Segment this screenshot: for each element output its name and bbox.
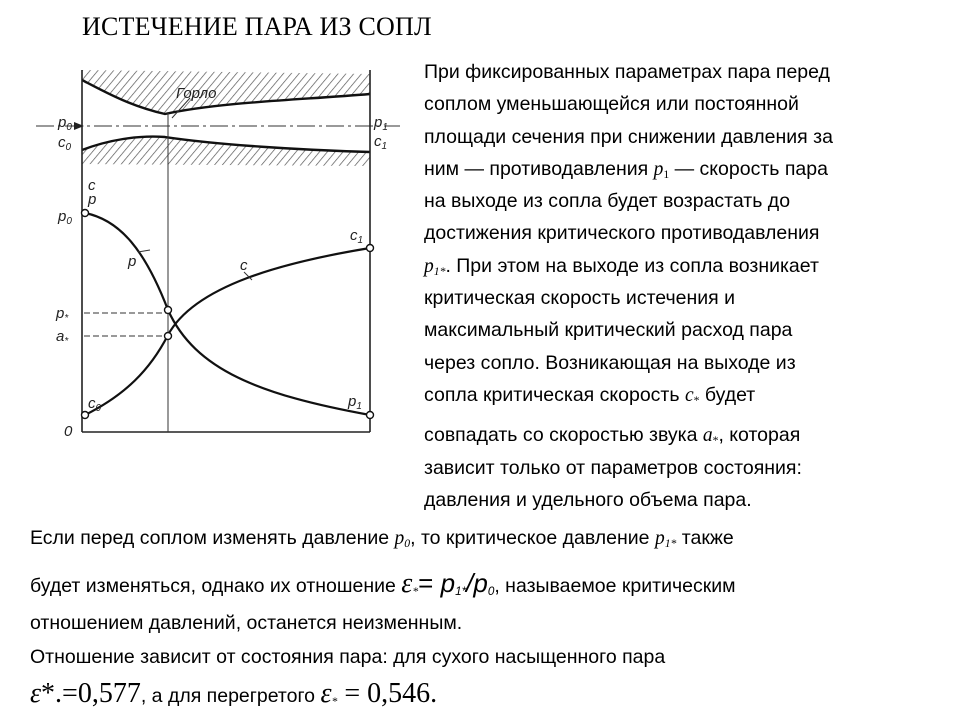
text-line: ε*.=0,577, а для перегретого $\varepsilon_* = 0,546$.	[30, 678, 438, 709]
text-line: отношением давлений, останется неизменным.	[30, 612, 463, 634]
text-line: на выходе из сопла будет возрастать до	[424, 190, 791, 213]
pressure-curve	[85, 213, 370, 415]
zero-label: 0	[64, 423, 73, 440]
critical-point-a	[165, 333, 172, 340]
gorlo-label: Горло	[176, 85, 217, 102]
p0-point	[82, 210, 89, 217]
p-axis-label: p	[88, 191, 97, 208]
text-line: сопла критическая скорость $c_*$ будет	[424, 383, 756, 407]
text-line: При фиксированных параметрах пара перед	[424, 61, 830, 83]
text-line: максимальный критический расход пара	[424, 319, 793, 342]
nozzle-upper-wall-hatch	[82, 70, 370, 114]
description-paragraph	[424, 56, 944, 516]
c-axis-label: c	[88, 177, 96, 194]
page-title: ИСТЕЧЕНИЕ ПАРА ИЗ СОПЛ	[82, 12, 432, 41]
text-line: ним — противодавления $p_1$ — скорость пара	[424, 157, 828, 181]
c0-top-label: $c_0$	[58, 134, 72, 153]
p-curve-leader	[138, 250, 150, 252]
c0-point	[82, 412, 89, 419]
a-star-label: $a_*$	[56, 328, 69, 347]
p1-point	[367, 412, 374, 419]
c0-axis-label: $c_0$	[88, 395, 102, 414]
critical-ratio-paragraph	[30, 520, 950, 714]
text-line: соплом уменьшающейся или постоянной	[424, 93, 799, 116]
text-line: Отношение зависит от состояния пара: для сухого насыщенного пара	[30, 646, 666, 668]
text-line: критическая скорость истечения и	[424, 287, 736, 310]
p1-top-label: $p_1$	[374, 114, 388, 133]
c1-point	[367, 245, 374, 252]
nozzle-flow-diagram	[0, 0, 400, 450]
c-curve-label: c	[240, 257, 248, 274]
text-line: давления и удельного объема пара.	[424, 488, 752, 511]
p-star-label: $p_*$	[56, 305, 69, 324]
p0-axis-label: $p_0$	[58, 208, 72, 227]
p0-top-label: $p_0$	[58, 114, 72, 133]
text-line: через сопло. Возникающая на выходе из	[424, 351, 796, 374]
text-line: площади сечения при снижении давления за	[424, 125, 833, 148]
text-line: совпадать со скоростью звука $a_*$, которая	[424, 424, 801, 448]
text-line: $p_{1*}$. При этом на выходе из сопла возникает	[424, 254, 819, 278]
c1-top-label: $c_1$	[374, 133, 388, 152]
c1-right-label: $c_1$	[350, 227, 364, 246]
p1-right-label: $p_1$	[348, 393, 362, 412]
text-line: достижения критического противодавления	[424, 222, 820, 245]
text-line: будет изменяться, однако их отношение $\varepsilon_*= p_{1*}/p_0$, называемое критическим	[30, 568, 736, 599]
velocity-curve	[85, 248, 370, 415]
critical-point-p	[165, 307, 172, 314]
text-line: Если перед соплом изменять давление $p_0$, то критическое давление $p_{1*}$ также	[30, 527, 734, 550]
p-curve-label: p	[128, 253, 137, 270]
text-line: зависит только от параметров состояния:	[424, 456, 802, 479]
